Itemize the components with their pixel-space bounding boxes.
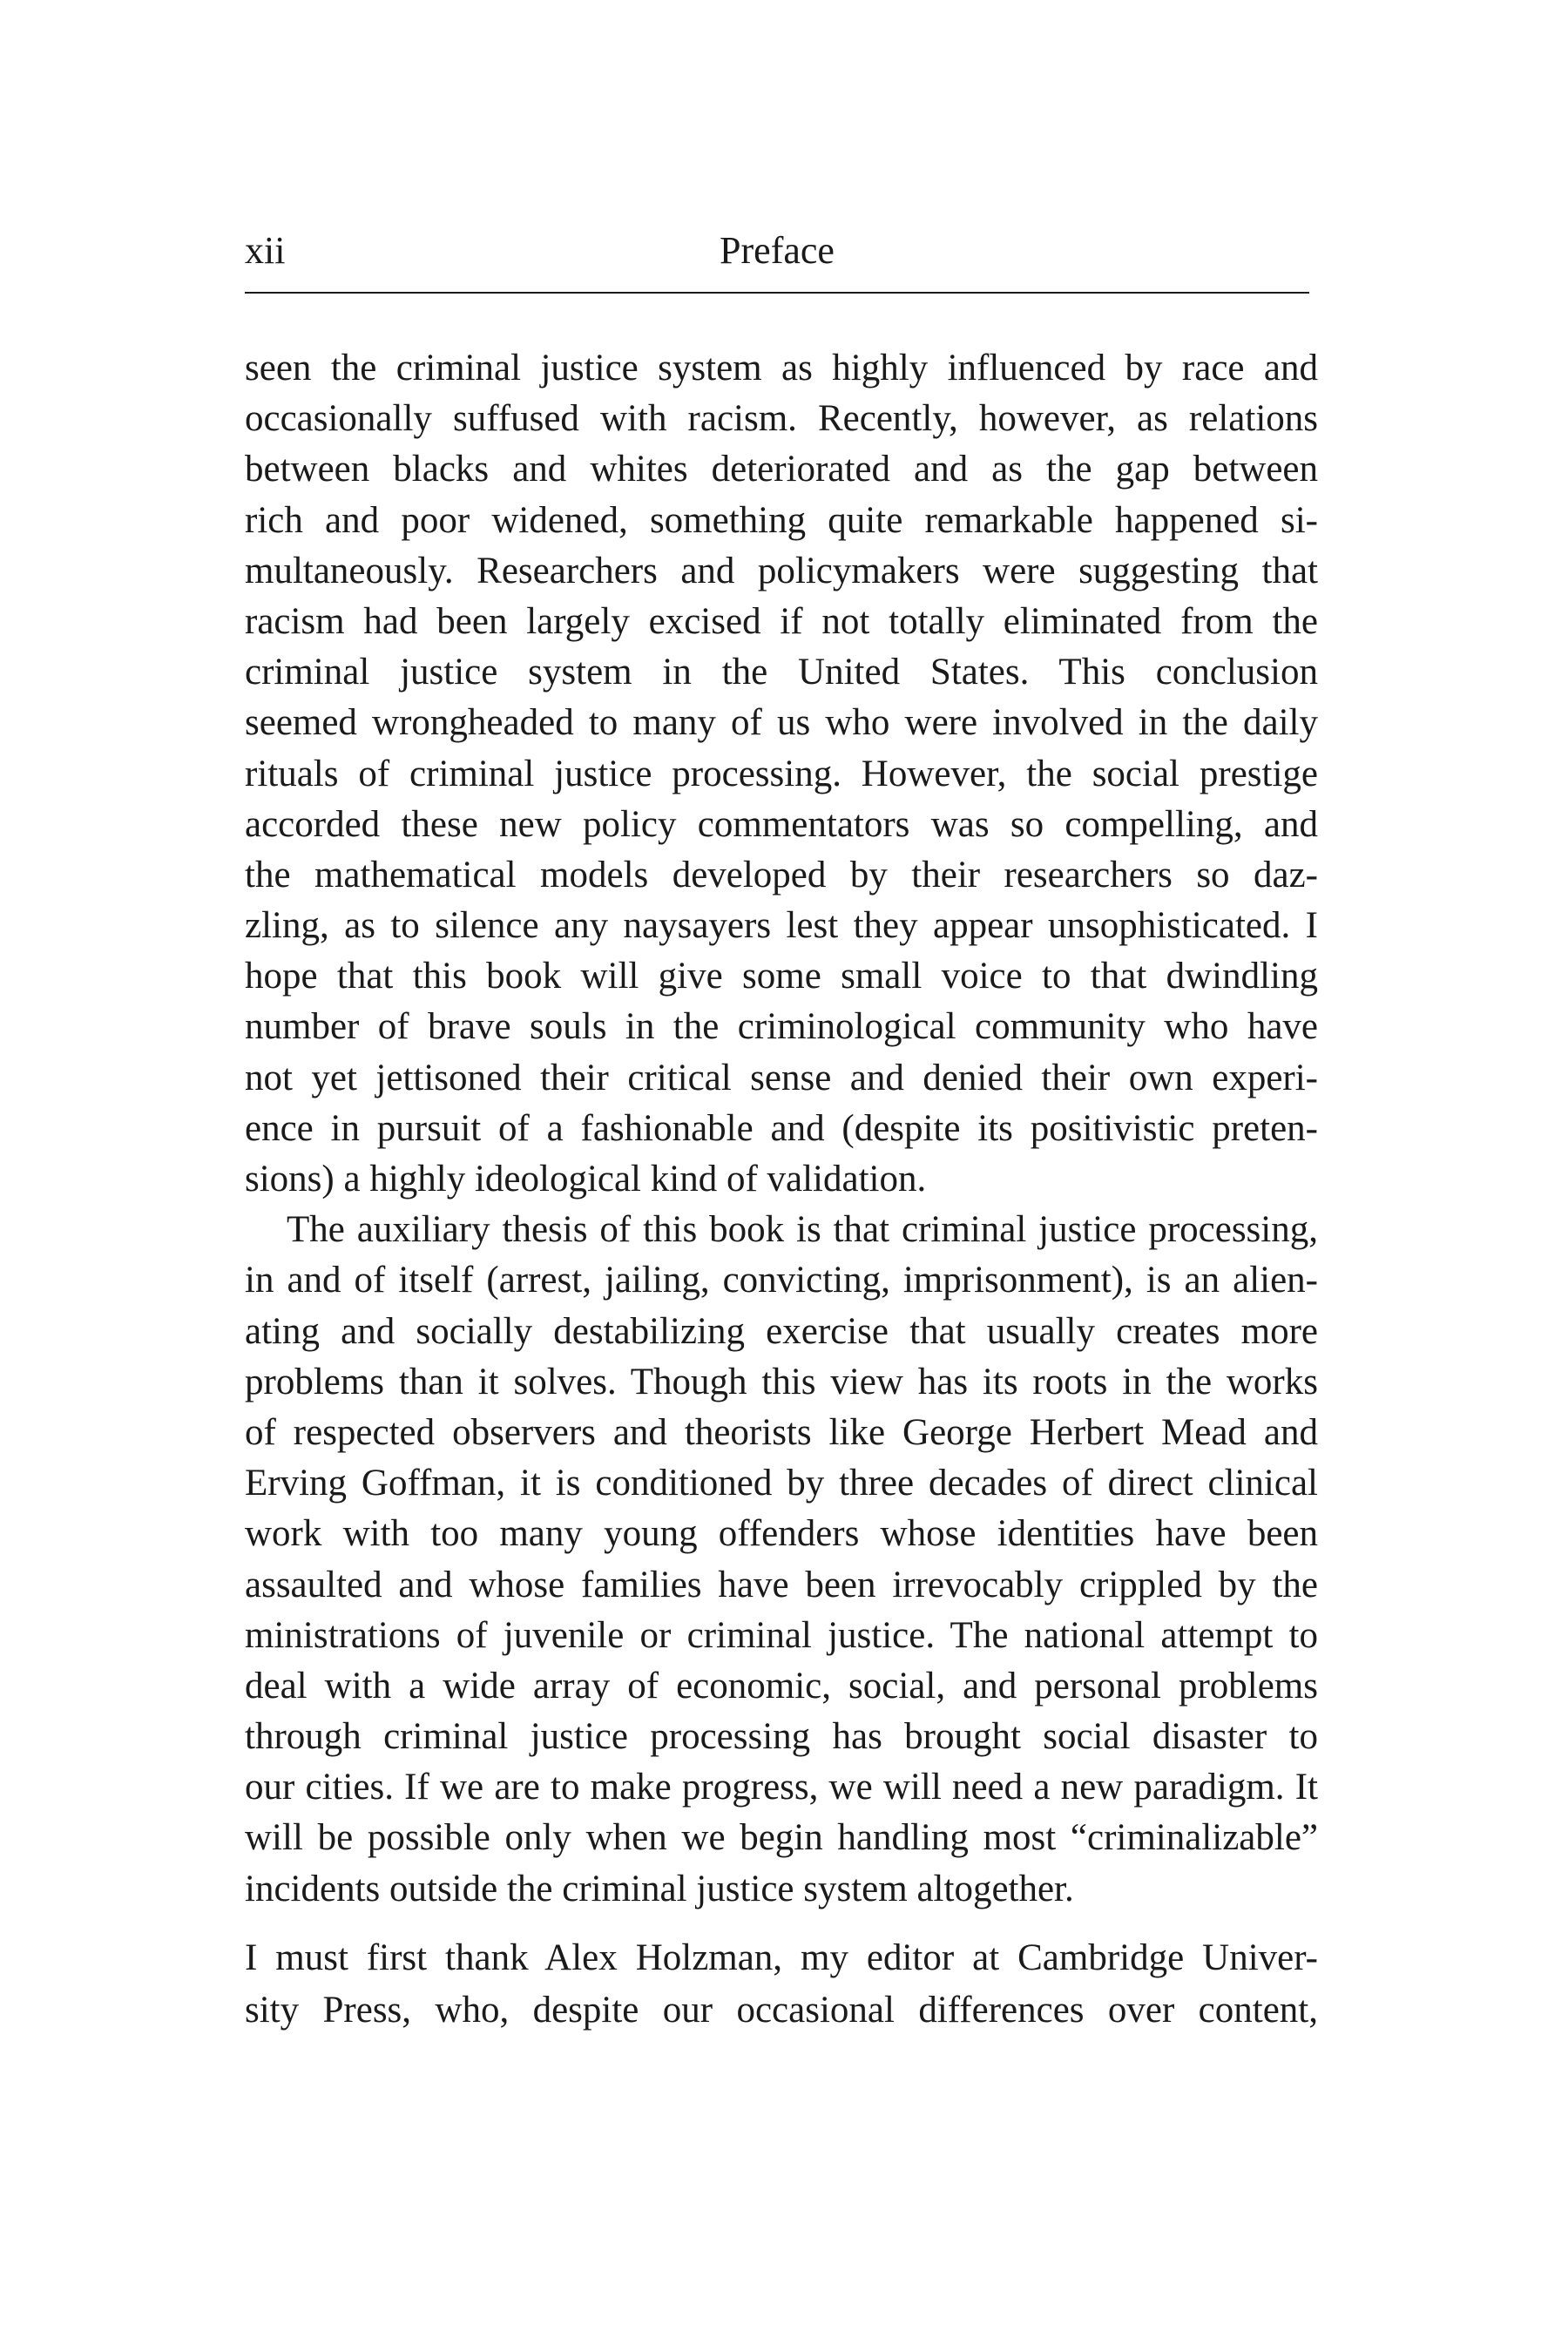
body-text xyxy=(245,343,1318,1915)
text-line: of respected observers and theorists like George Herbert Mead and xyxy=(245,1411,1318,1453)
text-line: through criminal justice processing has brought social disaster to xyxy=(245,1716,1318,1758)
text-line: work with too many young offenders whose identities have been xyxy=(245,1513,1318,1555)
text-line: the mathematical models developed by their researchers so daz- xyxy=(245,854,1318,896)
text-line: incidents outside the criminal justice system altogether. xyxy=(245,1868,1074,1909)
text-line: multaneously. Researchers and policymakers were suggesting that xyxy=(245,550,1318,591)
text-line: zling, as to silence any naysayers lest they appear unsophisticated. I xyxy=(245,905,1318,947)
text-line: deal with a wide array of economic, social, and personal problems xyxy=(245,1665,1318,1707)
text-line: ating and socially destabilizing exercise that usually creates more xyxy=(245,1310,1318,1352)
text-line: Erving Goffman, it is conditioned by three decades of direct clinical xyxy=(245,1463,1318,1504)
paragraph-3 xyxy=(245,1932,1318,2037)
text-line: will be possible only when we begin handling most “criminalizable” xyxy=(245,1817,1318,1859)
text-line: in and of itself (arrest, jailing, convicting, imprisonment), is an alien- xyxy=(245,1260,1318,1301)
text-line: racism had been largely excised if not totally eliminated from the xyxy=(245,600,1318,642)
text-line: our cities. If we are to make progress, we will need a new paradigm. It xyxy=(245,1767,1318,1808)
text-line: criminal justice system in the United States. This conclusion xyxy=(245,652,1318,693)
text-line: accorded these new policy commentators was so compelling, and xyxy=(245,803,1318,845)
body-text-acknowledgments xyxy=(245,1932,1318,2037)
text-line: The auxiliary thesis of this book is that criminal justice processing, xyxy=(287,1209,1318,1251)
page-number: xii xyxy=(245,229,286,272)
running-title: Preface xyxy=(720,229,835,272)
text-line: I must first thank Alex Holzman, my editor at Cambridge Univer- xyxy=(245,1937,1318,1978)
text-line: number of brave souls in the criminological community who have xyxy=(245,1006,1318,1048)
text-line: problems than it solves. Though this view has its roots in the works xyxy=(245,1361,1318,1402)
text-line: assaulted and whose families have been irrevocably crippled by the xyxy=(245,1564,1318,1605)
text-line: sions) a highly ideological kind of validation. xyxy=(245,1159,927,1200)
paragraph-2 xyxy=(245,1205,1318,1915)
text-line: not yet jettisoned their critical sense and denied their own experi- xyxy=(245,1057,1318,1098)
text-line: ministrations of juvenile or criminal justice. The national attempt to xyxy=(245,1614,1318,1656)
text-line: ence in pursuit of a fashionable and (despite its positivistic preten- xyxy=(245,1107,1318,1149)
text-line: occasionally suffused with racism. Recently, however, as relations xyxy=(245,398,1318,440)
text-line: rituals of criminal justice processing. However, the social prestige xyxy=(245,753,1318,794)
running-head xyxy=(245,225,1309,277)
text-line: seemed wrongheaded to many of us who were involved in the daily xyxy=(245,702,1318,744)
text-line: rich and poor widened, something quite remarkable happened si- xyxy=(245,499,1318,541)
text-line: hope that this book will give some small voice to that dwindling xyxy=(245,956,1318,997)
paragraph-1 xyxy=(245,343,1318,1205)
text-line: seen the criminal justice system as highly influenced by race and xyxy=(245,348,1318,389)
text-line: sity Press, who, despite our occasional differences over content, xyxy=(245,1990,1318,2031)
header-rule xyxy=(245,292,1309,294)
text-line: between blacks and whites deteriorated and as the gap between xyxy=(245,449,1318,490)
